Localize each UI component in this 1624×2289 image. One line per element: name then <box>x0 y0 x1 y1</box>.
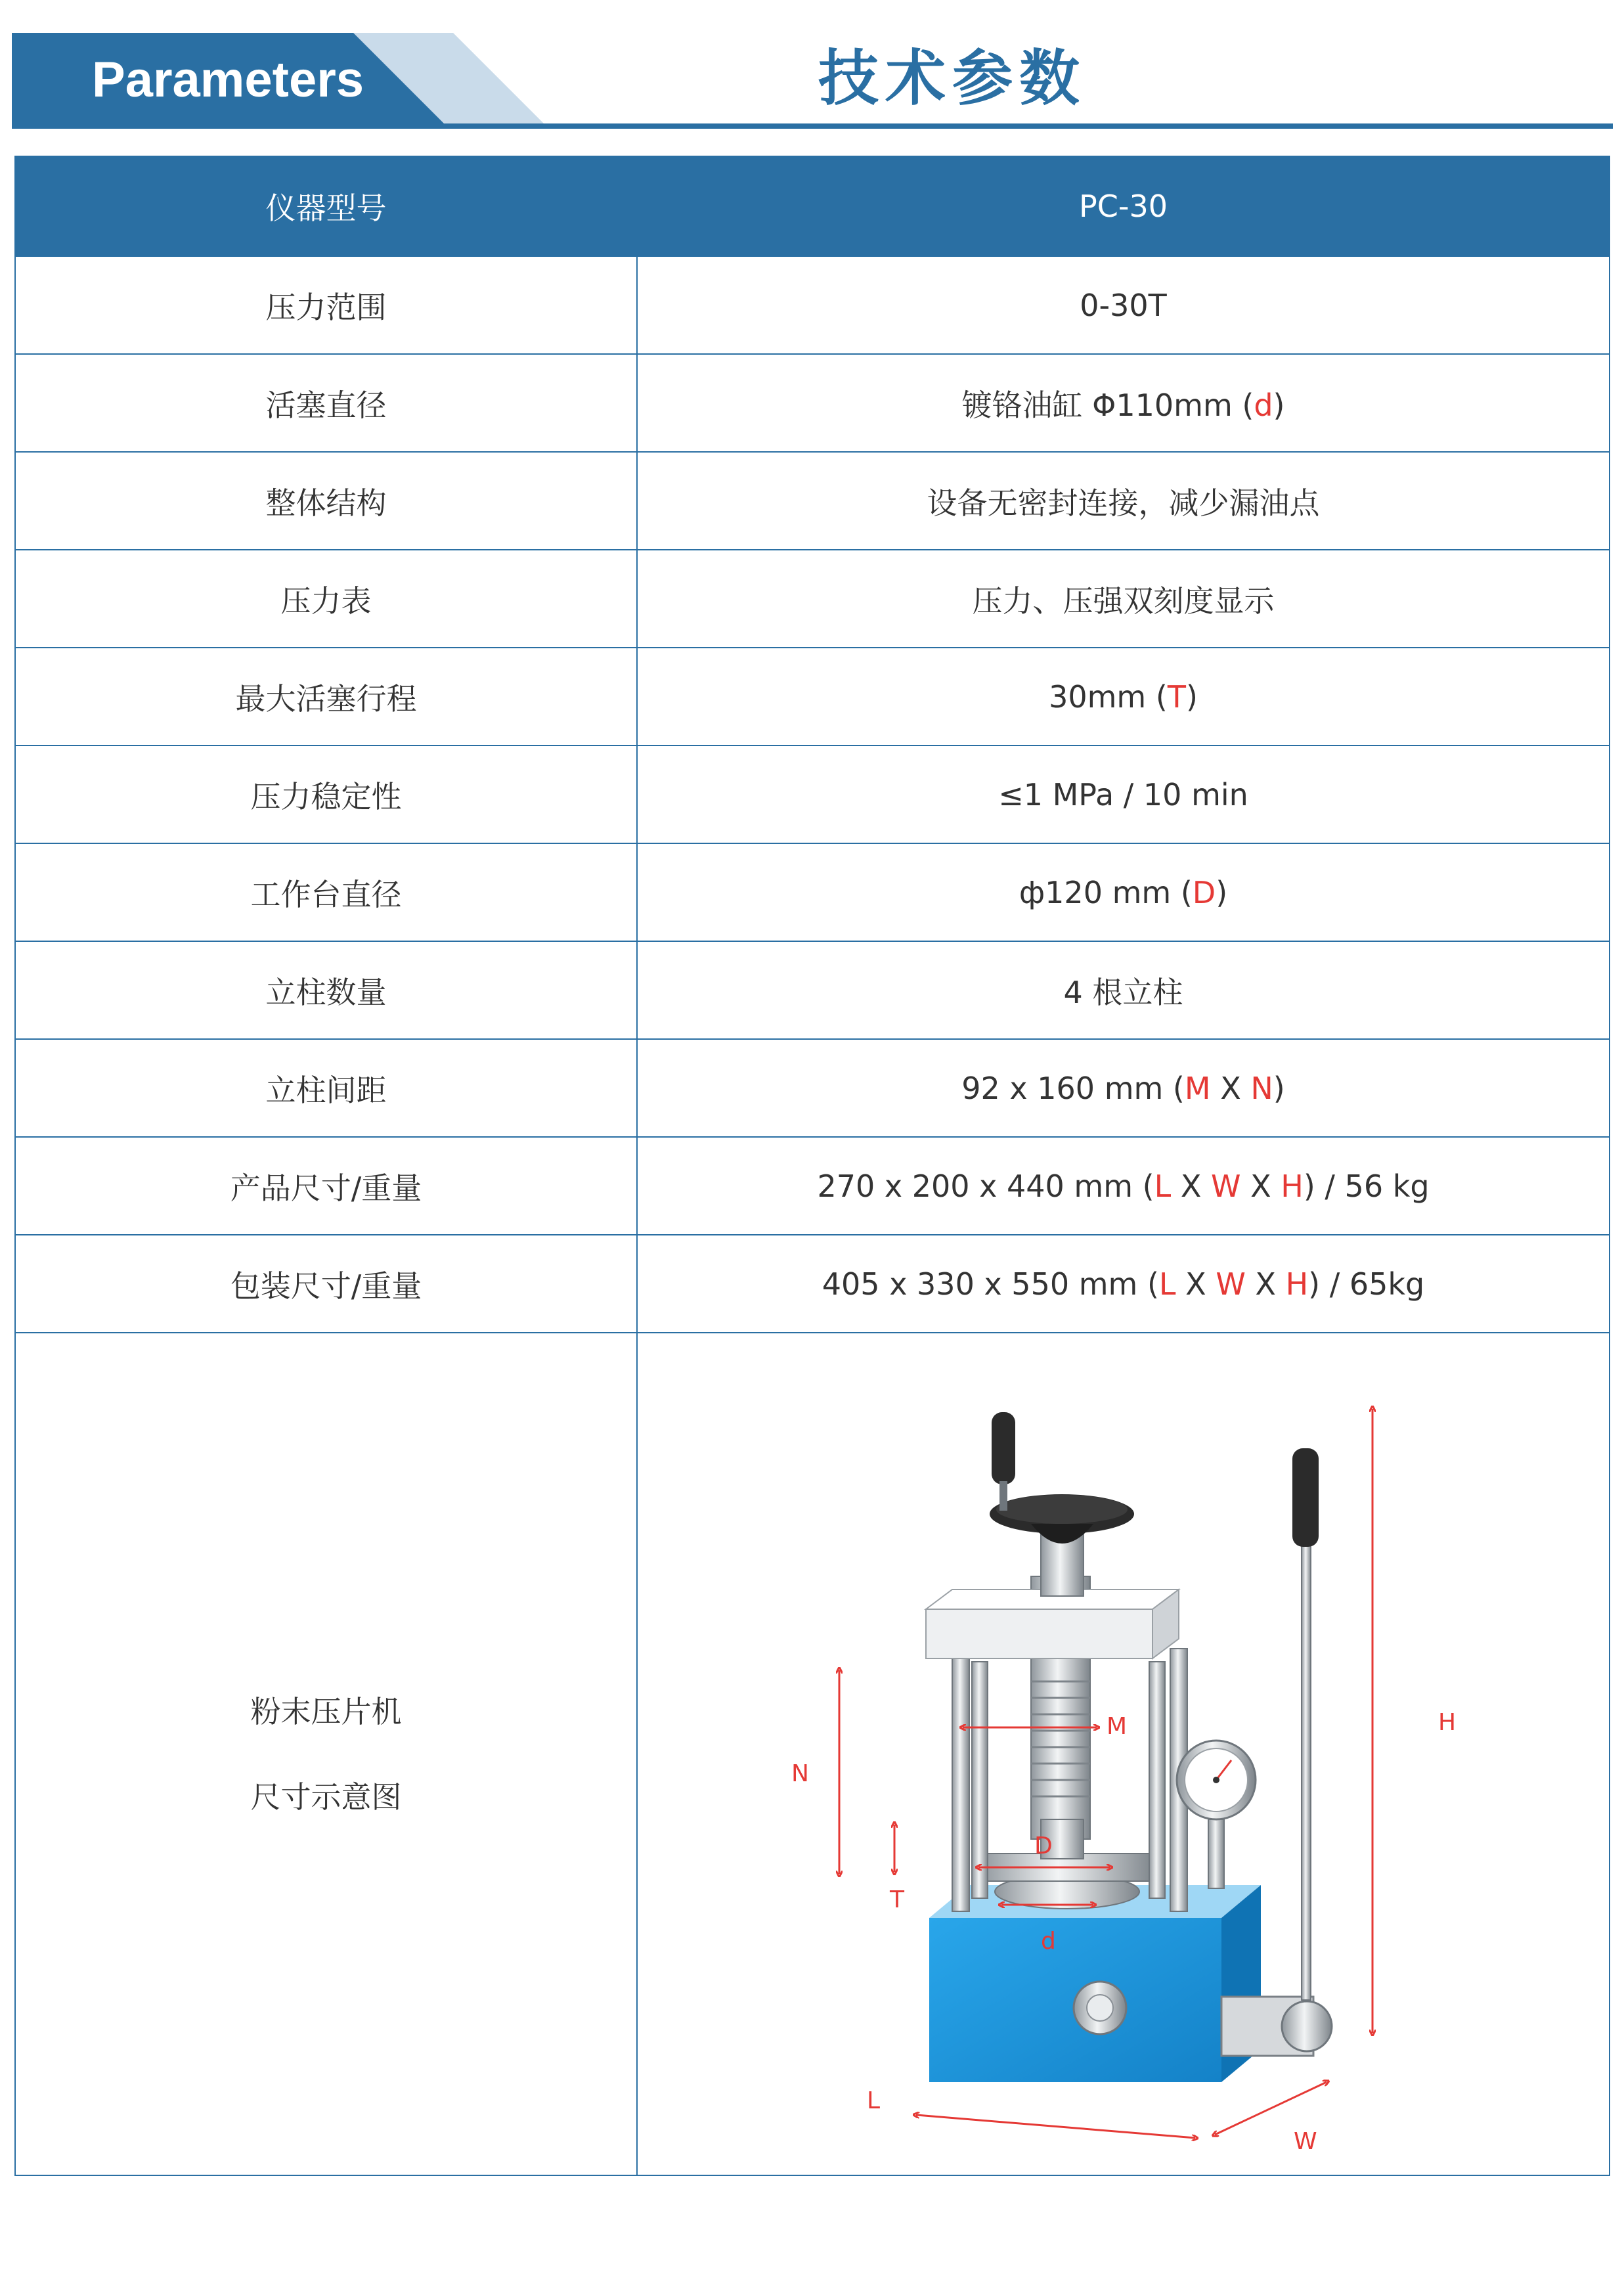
value-text: X <box>1171 1168 1212 1204</box>
row-label: 工作台直径 <box>15 843 637 941</box>
dimension-mark: L <box>1154 1168 1172 1204</box>
row-value <box>637 648 1610 745</box>
value-text: 405 x 330 x 550 mm ( <box>822 1266 1159 1302</box>
value-text: ) <box>1273 1070 1285 1106</box>
label-n: N <box>791 1760 809 1787</box>
value-text: X <box>1240 1168 1281 1204</box>
value-text: X <box>1245 1266 1286 1302</box>
label-h: H <box>1438 1709 1457 1736</box>
row-label: 压力稳定性 <box>15 745 637 843</box>
value-text: ) <box>1185 678 1198 715</box>
press-diagram <box>742 1386 1504 2155</box>
row-label: 最大活塞行程 <box>15 648 637 745</box>
dimension-mark: D <box>1192 874 1216 910</box>
value-text: 30mm ( <box>1049 678 1168 715</box>
value-text: X <box>1175 1266 1216 1302</box>
label-d-lower: d <box>1041 1928 1056 1955</box>
row-label: 包装尺寸/重量 <box>15 1235 637 1333</box>
value-text: ) / 65kg <box>1308 1266 1425 1302</box>
press-illustration <box>742 1386 1504 2148</box>
table-row <box>15 745 1610 843</box>
row-value: 设备无密封连接，减少漏油点 <box>637 452 1610 550</box>
table-row <box>15 550 1610 648</box>
table-header-row <box>15 156 1610 256</box>
row-value <box>637 354 1610 452</box>
label-t: T <box>890 1886 904 1913</box>
length-arrow <box>916 2115 1195 2138</box>
dimension-mark: W <box>1216 1266 1246 1302</box>
row-value <box>637 1039 1610 1137</box>
press-base <box>929 1885 1332 2082</box>
diagram-label-line1: 粉末压片机 <box>250 1693 402 1729</box>
table-row <box>15 1137 1610 1235</box>
table-row <box>15 941 1610 1039</box>
value-text: X <box>1210 1070 1251 1106</box>
row-label: 产品尺寸/重量 <box>15 1137 637 1235</box>
row-label: 活塞直径 <box>15 354 637 452</box>
table-row <box>15 843 1610 941</box>
row-value: 4 根立柱 <box>637 941 1610 1039</box>
table-row <box>15 354 1610 452</box>
row-value <box>637 1137 1610 1235</box>
row-label: 压力表 <box>15 550 637 648</box>
row-label: 立柱间距 <box>15 1039 637 1137</box>
row-label: 立柱数量 <box>15 941 637 1039</box>
dimension-mark: H <box>1285 1266 1309 1302</box>
dimension-mark: T <box>1167 678 1186 715</box>
value-text: ) <box>1216 874 1228 910</box>
header-underline <box>12 123 1613 129</box>
diagram-label-line2: 尺寸示意图 <box>250 1779 402 1815</box>
value-text: ф120 mm ( <box>1019 874 1193 910</box>
pump-handle-icon <box>1292 1448 1319 2000</box>
value-text: 270 x 200 x 440 mm ( <box>817 1168 1154 1204</box>
header-label-cell: 仪器型号 <box>15 156 637 256</box>
dimension-mark: H <box>1281 1168 1304 1204</box>
label-l: L <box>867 2087 881 2114</box>
page-header <box>0 0 1624 138</box>
table-row <box>15 452 1610 550</box>
top-plate <box>926 1589 1179 1658</box>
value-text: ) / 56 kg <box>1303 1168 1430 1204</box>
table-row <box>15 648 1610 745</box>
dimension-mark: L <box>1158 1266 1176 1302</box>
dimension-mark: M <box>1184 1070 1211 1106</box>
row-label: 压力范围 <box>15 256 637 354</box>
dimension-mark: W <box>1211 1168 1241 1204</box>
row-label: 整体结构 <box>15 452 637 550</box>
value-text: ) <box>1273 387 1285 423</box>
diagram-label-cell <box>15 1333 637 2175</box>
row-value: 压力、压强双刻度显示 <box>637 550 1610 648</box>
row-value: 0-30T <box>637 256 1610 354</box>
row-value <box>637 843 1610 941</box>
handwheel-icon <box>990 1412 1134 1596</box>
dimension-mark: N <box>1250 1070 1273 1106</box>
value-text: 92 x 160 mm ( <box>961 1070 1185 1106</box>
label-m: M <box>1107 1713 1128 1740</box>
header-value-cell: PC-30 <box>637 156 1610 256</box>
row-value <box>637 1235 1610 1333</box>
header-title-cn: 技术参数 <box>818 43 1086 114</box>
table-row <box>15 1039 1610 1137</box>
label-d-upper: D <box>1034 1833 1053 1859</box>
width-arrow <box>1215 2082 1327 2135</box>
dimension-mark: d <box>1254 387 1273 423</box>
value-text: 镀铬油缸 Φ110mm ( <box>961 387 1254 423</box>
label-w: W <box>1294 2128 1317 2155</box>
pressure-gauge-icon <box>1177 1741 1256 1888</box>
table-row <box>15 1235 1610 1333</box>
release-valve-icon <box>1074 1982 1126 2034</box>
table-row <box>15 256 1610 354</box>
header-title-en: Parameters <box>92 52 364 108</box>
row-value: ≤1 MPa / 10 min <box>637 745 1610 843</box>
